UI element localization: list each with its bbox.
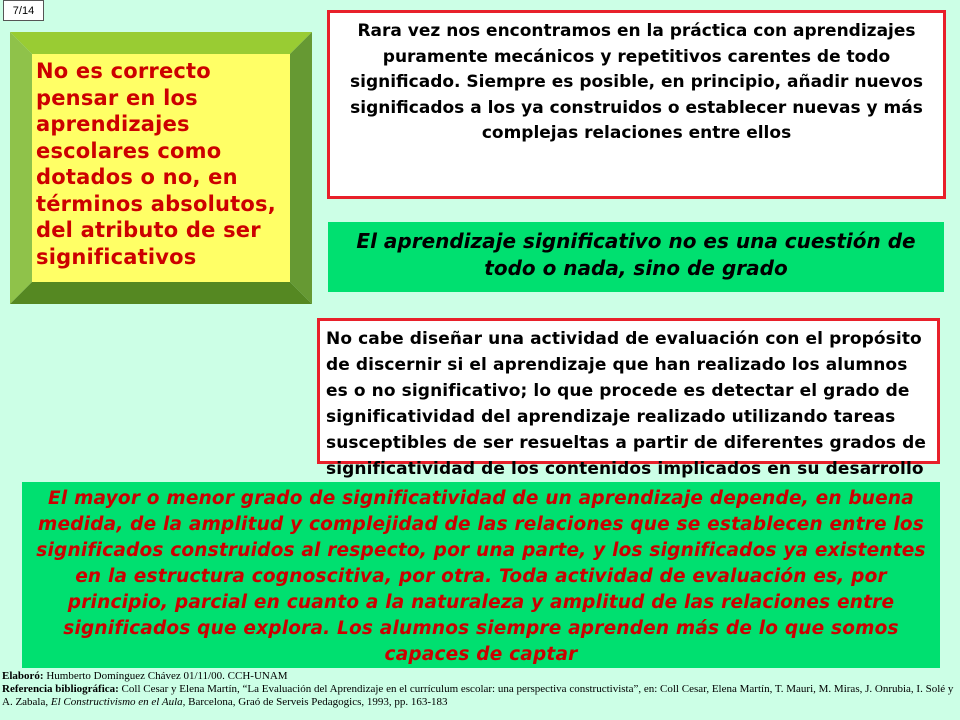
footer-author-label: Elaboró:	[2, 670, 44, 682]
footer-author	[2, 670, 958, 683]
key-idea-text: El aprendizaje significativo no es una cuestión de todo o nada, sino de grado	[356, 229, 916, 280]
footer-reference	[2, 683, 958, 709]
top-statement-box	[327, 10, 946, 199]
footer	[2, 670, 958, 709]
top-statement-text: Rara vez nos encontramos en la práctica con aprendizajes puramente mecánicos y repetitivos carentes de todo significado. Siempre es posible, en principio, añadir nuevos significados a los ya construidos o establecer nuevas y más complejas relaciones entre ellos	[350, 21, 923, 143]
conclusion-text: El mayor o menor grado de significatividad de un aprendizaje depende, en buena medida, de la amplitud y complejidad de las relaciones que se establecen entre los significados construidos al respecto, por una parte, y los significados ya existentes en la estructura cognoscitiva, por otra. Toda actividad de evaluación es, por principio, parcial en cuanto a la naturaleza y amplitud de las relaciones entre significados que explora. Los alumnos siempre aprenden más de lo que somos capaces de captar	[36, 488, 926, 665]
evaluation-statement-box	[317, 318, 940, 479]
key-idea-box	[328, 222, 944, 292]
footer-reference-title: El Constructivismo en el Aula,	[50, 696, 186, 708]
evaluation-statement-text: No cabe diseñar una actividad de evaluación con el propósito de discernir si el aprendizaje que han realizado los alumnos es o no significativo; lo que procede es detectar el grado de significatividad del aprendizaje realizado utilizando tareas susceptibles de ser resueltas a partir de diferentes grados de significatividad de los contenidos implicados en su desarrollo	[326, 329, 927, 479]
footer-author-text: Humberto Domínguez Chávez 01/11/00. CCH-UNAM	[43, 670, 288, 682]
footer-reference-text-2: Barcelona, Graó de Serveis Pedagogics, 1993, pp. 163-183	[185, 696, 448, 708]
conclusion-box	[22, 482, 940, 668]
slide-number: 7/14	[3, 0, 44, 21]
footer-reference-text-1: Coll Cesar y Elena Martín, “La Evaluación del Aprendizaje en el currículum escolar: una perspectiva constructivista”, en: Coll Cesar, Elena Martín, T. Mauri, M. Miras, J. Onrubia, I. Solé y A. Zabala,	[2, 683, 954, 708]
left-statement-text: No es correcto pensar en los aprendizajes escolares como dotados o no, en términos absolutos, del atributo de ser significativos	[36, 59, 276, 269]
footer-reference-label: Referencia bibliográfica:	[2, 683, 119, 695]
